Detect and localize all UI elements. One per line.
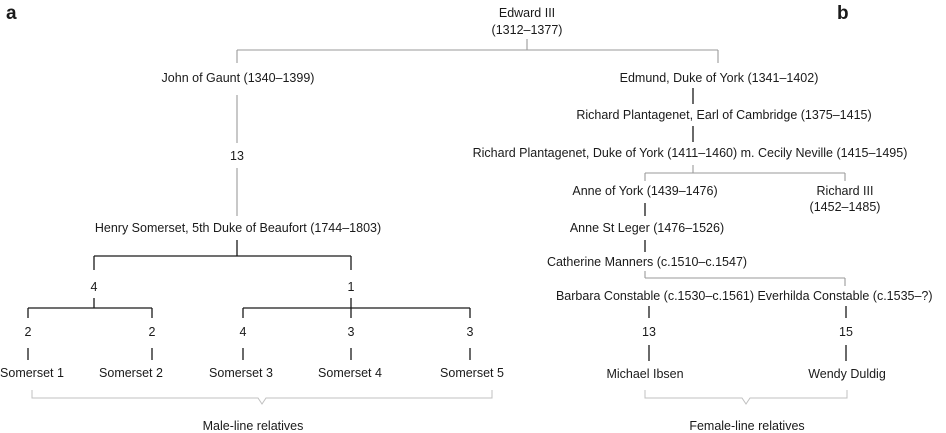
wendy-duldig: Wendy Duldig bbox=[808, 367, 886, 381]
panel-label-a: a bbox=[6, 3, 17, 24]
branch-left-count: 4 bbox=[90, 280, 98, 294]
gen-count-s2: 2 bbox=[148, 325, 156, 339]
somerset-3: Somerset 3 bbox=[209, 366, 273, 380]
generation-count-13: 13 bbox=[230, 149, 244, 163]
henry-somerset: Henry Somerset, 5th Duke of Beaufort (1744–1803) bbox=[94, 221, 382, 235]
male-line-brace bbox=[32, 390, 492, 404]
gen-count-barbara: 13 bbox=[642, 325, 656, 339]
female-line-label: Female-line relatives bbox=[689, 419, 805, 433]
edward-iii-name: Edward III bbox=[498, 6, 556, 20]
edward-iii-dates: (1312–1377) bbox=[491, 23, 563, 37]
richard-iii-dates: (1452–1485) bbox=[809, 200, 881, 214]
john-of-gaunt: John of Gaunt (1340–1399) bbox=[161, 71, 315, 85]
michael-ibsen: Michael Ibsen bbox=[606, 367, 684, 381]
somerset-2: Somerset 2 bbox=[99, 366, 163, 380]
somerset-4: Somerset 4 bbox=[318, 366, 382, 380]
gen-count-s3: 4 bbox=[239, 325, 247, 339]
somerset-5: Somerset 5 bbox=[440, 366, 504, 380]
female-line-brace bbox=[645, 390, 847, 404]
gen-count-s5: 3 bbox=[466, 325, 474, 339]
anne-of-york: Anne of York (1439–1476) bbox=[572, 184, 718, 198]
catherine-manners: Catherine Manners (c.1510–c.1547) bbox=[546, 255, 748, 269]
gen-count-everhilda: 15 bbox=[839, 325, 853, 339]
branch-right-count: 1 bbox=[347, 280, 355, 294]
everhilda-constable: Everhilda Constable (c.1535–?) bbox=[757, 289, 933, 303]
anne-st-leger: Anne St Leger (1476–1526) bbox=[569, 221, 725, 235]
earl-of-cambridge: Richard Plantagenet, Earl of Cambridge (1375–1415) bbox=[576, 108, 872, 122]
duke-of-york: Richard Plantagenet, Duke of York (1411–1460) m. Cecily Neville (1415–1495) bbox=[472, 146, 908, 160]
gen-count-s4: 3 bbox=[347, 325, 355, 339]
male-line-label: Male-line relatives bbox=[202, 419, 304, 433]
panel-label-b: b bbox=[837, 3, 849, 24]
barbara-constable: Barbara Constable (c.1530–c.1561) bbox=[555, 289, 755, 303]
gen-count-s1: 2 bbox=[24, 325, 32, 339]
edmund-duke-of-york: Edmund, Duke of York (1341–1402) bbox=[619, 71, 819, 85]
richard-iii-name: Richard III bbox=[816, 184, 874, 198]
somerset-1: Somerset 1 bbox=[0, 366, 64, 380]
